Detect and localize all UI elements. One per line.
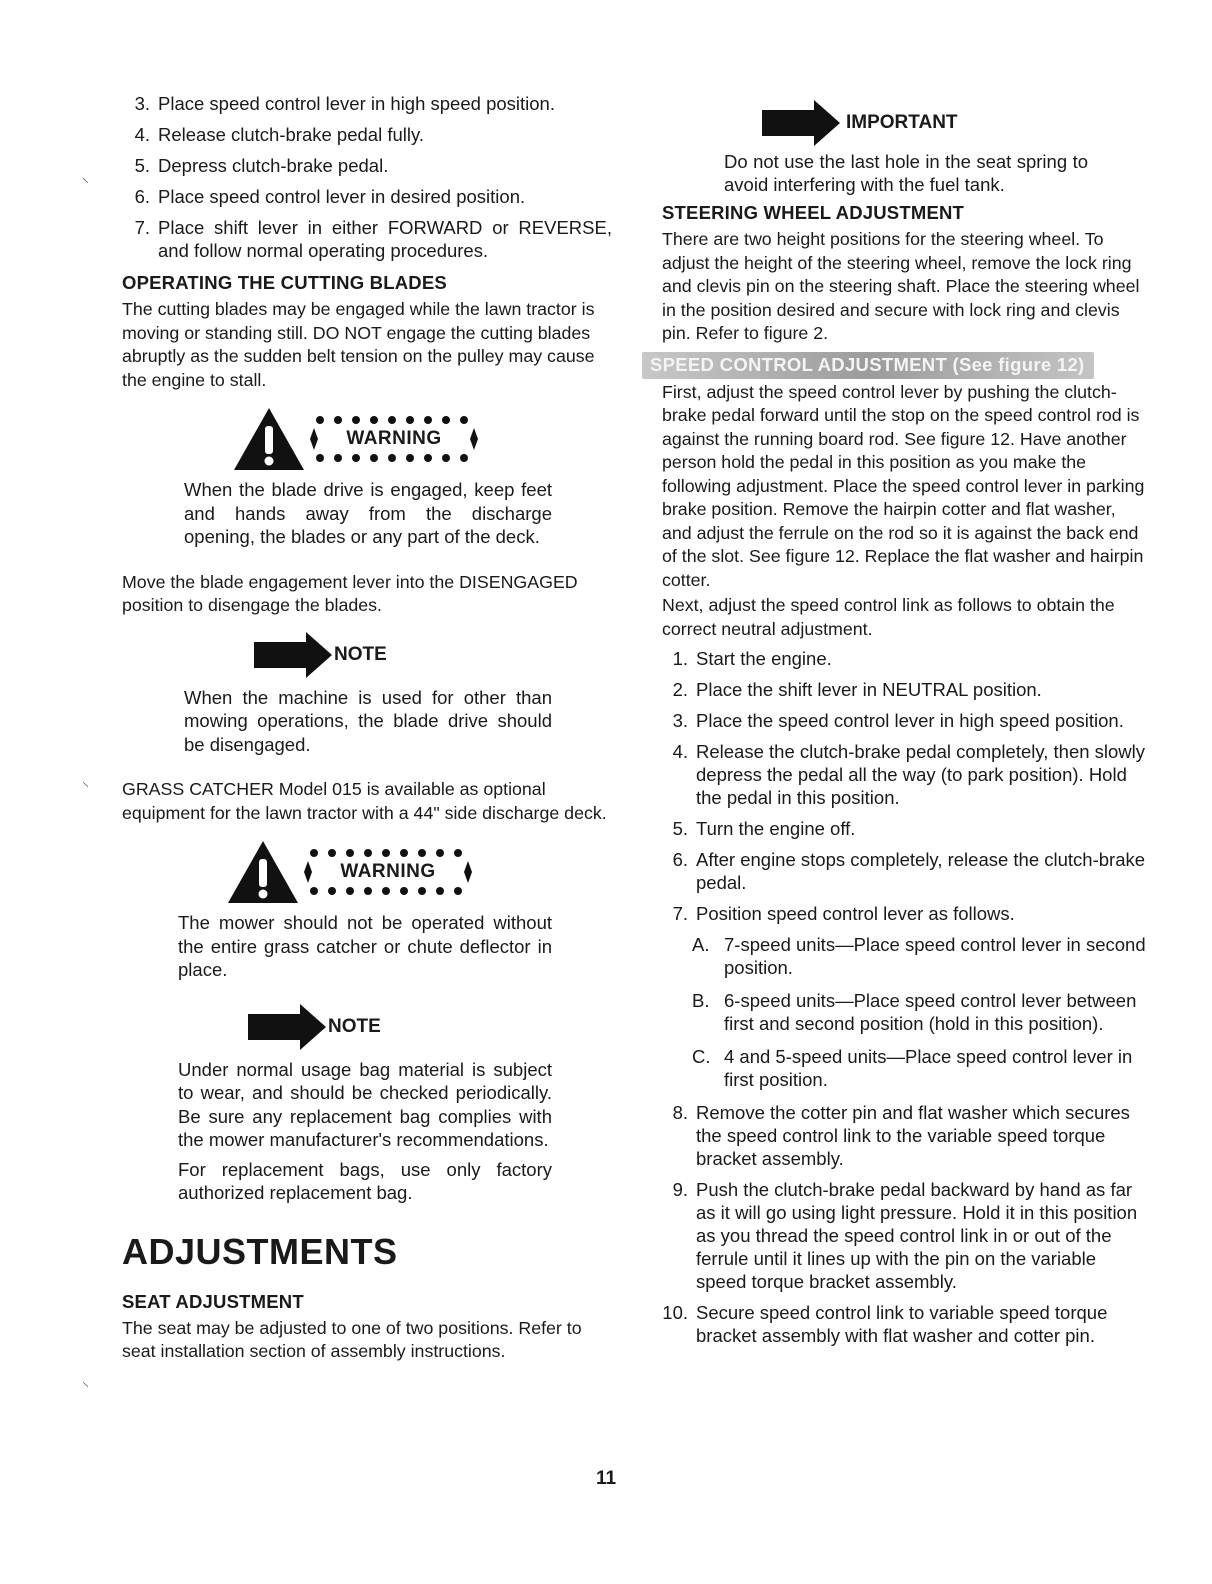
warning-callout: [226, 839, 612, 905]
disengage-text: Move the blade engagement lever into the DISENGAGED position to disengage the blades.: [122, 571, 578, 615]
steps-top-list: [122, 92, 612, 262]
list-item: 1. Start the engine.: [672, 648, 832, 669]
list-item: B. 6-speed units—Place speed control lever between first and second position (hold in this position).: [692, 990, 1137, 1034]
list-item: 2. Place the shift lever in NEUTRAL position.: [672, 679, 1042, 700]
list-item: 3. Place the speed control lever in high speed position.: [672, 710, 1124, 731]
scan-mark: ⸜: [82, 169, 89, 185]
note-text: Under normal usage bag material is subject to wear, and should be checked periodically. Be sure any replacement bag complies with the mower manufacturer's recommendations.: [178, 1058, 552, 1150]
note-callout: [254, 632, 612, 678]
important-label: IMPORTANT: [846, 112, 958, 133]
list-item: C. 4 and 5-speed units—Place speed control lever in first position.: [692, 1046, 1133, 1090]
section-heading-seat: SEAT ADJUSTMENT: [122, 1290, 304, 1312]
list-item: 8. Remove the cotter pin and flat washer which secures the speed control link to the variable speed torque bracket assembly.: [672, 1102, 1130, 1169]
note-text: When the machine is used for other than mowing operations, the blade drive should be disengaged.: [184, 686, 552, 755]
list-item: 4. Release clutch-brake pedal fully.: [134, 124, 424, 145]
list-item: 4. Release the clutch-brake pedal completely, then slowly depress the pedal all the way (to park position). Hold the pedal in this position.: [672, 741, 1146, 808]
speed-steps-list: [660, 647, 1148, 925]
seat-body: The seat may be adjusted to one of two positions. Refer to seat installation section of assembly instructions.: [122, 1317, 582, 1361]
speed-steps-list-continued: [656, 1101, 1148, 1347]
list-item: 7. Place shift lever in either FORWARD or REVERSE, and follow normal operating procedures.: [134, 217, 612, 261]
left-column: [122, 92, 612, 1372]
grass-catcher-text: GRASS CATCHER Model 015 is available as optional equipment for the lawn tractor with a 44" side discharge deck.: [122, 779, 607, 823]
list-item: 6. After engine stops completely, release the clutch-brake pedal.: [672, 849, 1146, 893]
section-heading-steering: STEERING WHEEL ADJUSTMENT: [662, 202, 965, 223]
scan-mark: ⸜: [82, 773, 89, 789]
note-label: NOTE: [328, 1015, 381, 1037]
list-item: 5. Turn the engine off.: [672, 818, 856, 839]
speed-control-body: Next, adjust the speed control link as follows to obtain the correct neutral adjustment.: [662, 595, 1115, 639]
speed-substeps-list: [692, 933, 1148, 1091]
right-column: [650, 100, 1148, 1355]
steering-body: There are two height positions for the steering wheel. To adjust the height of the steering wheel, remove the lock ring and clevis pin on the steering shaft. Place the steering wheel in the position desired and secure with lock ring and clevis pin. Refer to figure 2.: [662, 229, 1140, 343]
list-item: 10. Secure speed control link to variable speed torque bracket assembly with flat washer and cotter pin.: [662, 1302, 1108, 1346]
note-text: For replacement bags, use only factory authorized replacement bag.: [178, 1158, 552, 1203]
cutting-body: The cutting blades may be engaged while the lawn tractor is moving or standing still. DO NOT engage the cutting blades abruptly as the sudden belt tension on the pulley may cause the engine to stall.: [122, 299, 595, 390]
list-item: 6. Place speed control lever in desired position.: [134, 186, 526, 207]
note-label: NOTE: [334, 643, 387, 665]
arrow-right-icon: [248, 1004, 326, 1050]
warning-triangle-icon: [232, 406, 306, 472]
note-callout: [248, 1004, 612, 1050]
warning-label: WARNING: [310, 414, 478, 464]
warning-callout: [232, 406, 612, 472]
section-heading-speed-control: SPEED CONTROL ADJUSTMENT (See figure 12): [662, 352, 1148, 379]
arrow-right-icon: [254, 632, 332, 678]
important-text: Do not use the last hole in the seat spring to avoid interfering with the fuel tank.: [724, 151, 1088, 195]
scan-mark: ⸜: [82, 1373, 89, 1389]
page-section-title: ADJUSTMENTS: [122, 1230, 398, 1272]
list-item: 7. Position speed control lever as follows.: [672, 903, 1015, 924]
warning-triangle-icon: [226, 839, 300, 905]
warning-text: The mower should not be operated without the entire grass catcher or chute deflector in place.: [178, 912, 552, 980]
warning-label: WARNING: [304, 847, 472, 897]
list-item: 5. Depress clutch-brake pedal.: [134, 155, 389, 176]
list-item: 3. Place speed control lever in high speed position.: [134, 93, 555, 114]
speed-control-body: First, adjust the speed control lever by pushing the clutch-brake pedal forward until the stop on the speed control rod is against the running board rod. See figure 12. Have another person hold the pedal in this position as you make the following adjustment. Place the speed control lever in parking brake position. Remove the hairpin cotter and flat washer, and adjust the ferrule on the rod so it is against the back end of the slot. See figure 12. Replace the flat washer and hairpin cotter.: [662, 381, 1145, 590]
warning-text: When the blade drive is engaged, keep feet and hands away from the discharge opening, the blades or any part of the deck.: [184, 479, 552, 547]
section-heading-cutting: OPERATING THE CUTTING BLADES: [122, 272, 447, 293]
list-item: 9. Push the clutch-brake pedal backward by hand as far as it will go using light pressure. Hold it in this position as you thread the speed control link in or out of the ferrule until it lines up with the pin on the variable speed torque bracket assembly.: [672, 1179, 1138, 1292]
page-number: 11: [595, 1468, 617, 1489]
important-callout: [762, 100, 1148, 146]
list-item: A. 7-speed units—Place speed control lever in second position.: [692, 934, 1146, 978]
arrow-right-icon: [762, 100, 840, 146]
